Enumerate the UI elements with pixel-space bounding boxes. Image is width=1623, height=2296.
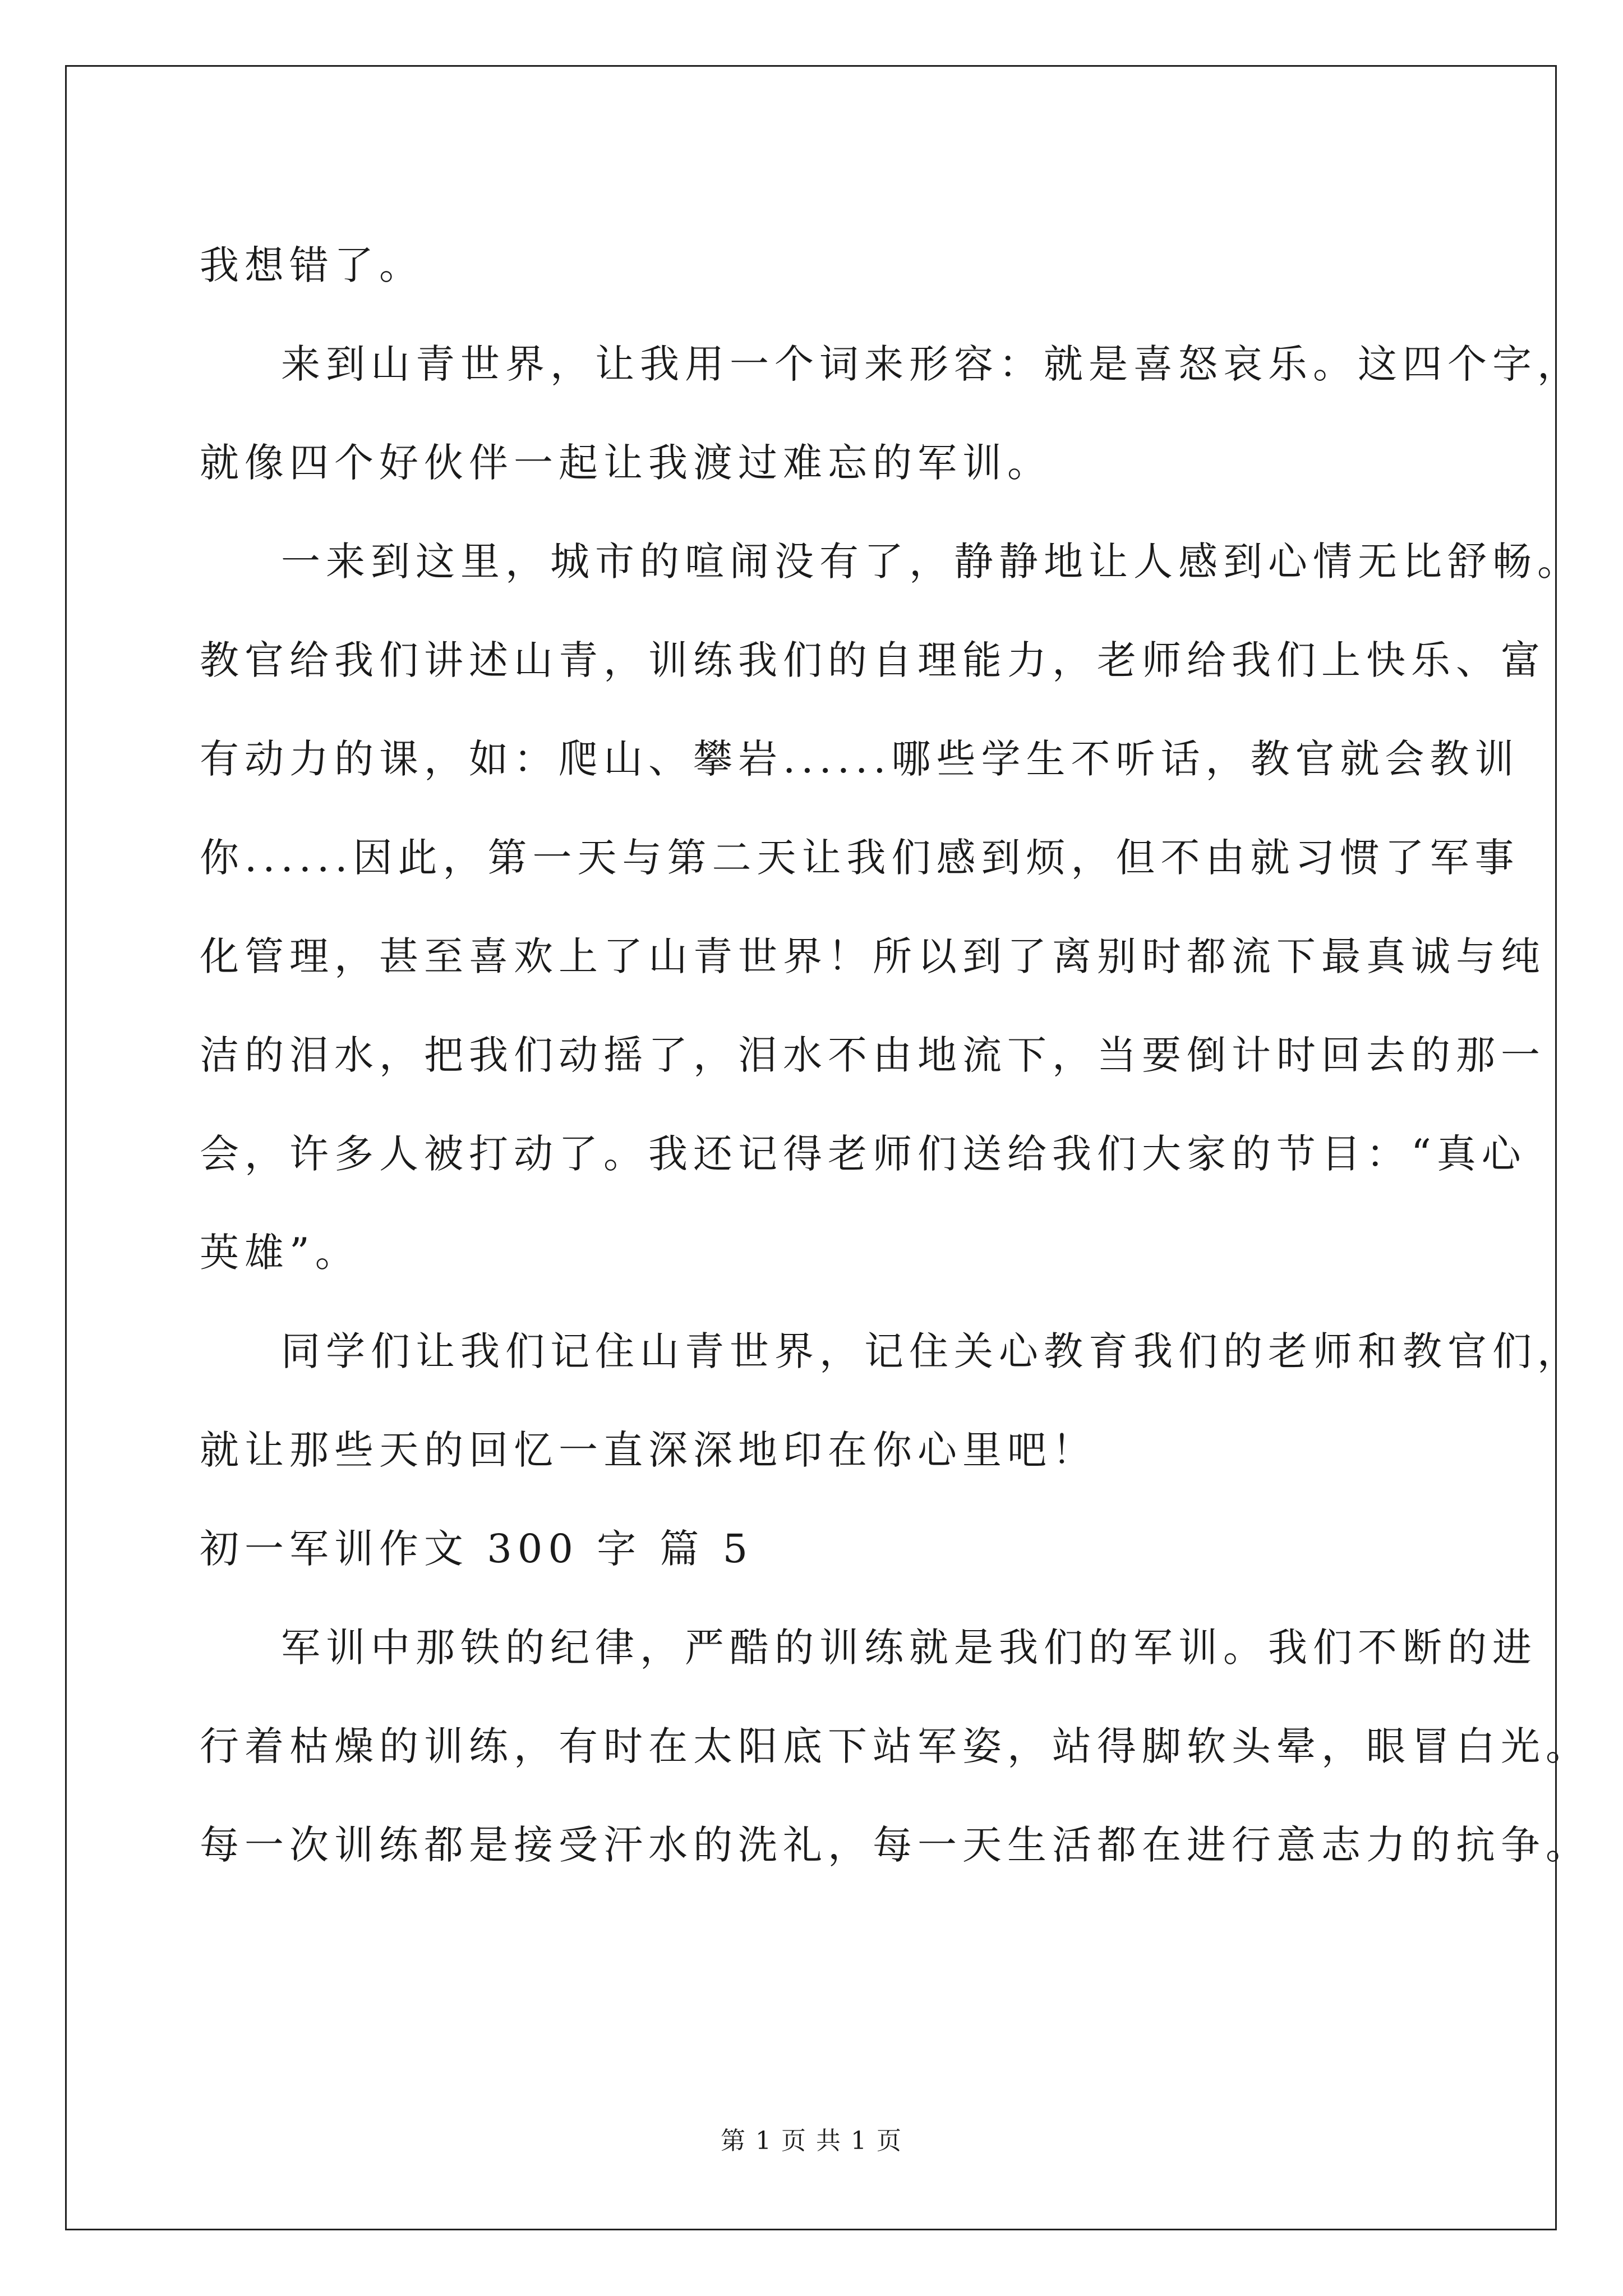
text-line: 有动力的课，如：爬山、攀岩......哪些学生不听话，教官就会教训: [200, 736, 1520, 782]
text-line: 就让那些天的回忆一直深深地印在你心里吧！: [200, 1427, 1097, 1473]
text-line: 就像四个好伙伴一起让我渡过难忘的军训。: [200, 440, 1052, 486]
text-line: 一来到这里，城市的喧闹没有了，静静地让人感到心情无比舒畅。: [281, 539, 1582, 585]
text-line: 化管理，甚至喜欢上了山青世界！所以到了离别时都流下最真诚与纯: [200, 933, 1546, 979]
text-line: 洁的泪水，把我们动摇了，泪水不由地流下，当要倒计时回去的那一: [200, 1032, 1546, 1078]
page-footer: 第 1 页 共 1 页: [721, 2127, 902, 2155]
text-line: 教官给我们讲述山青，训练我们的自理能力，老师给我们上快乐、富: [200, 637, 1546, 683]
text-line: 会，许多人被打动了。我还记得老师们送给我们大家的节目：“真心: [200, 1131, 1527, 1177]
text-line: 你......因此，第一天与第二天让我们感到烦，但不由就习惯了军事: [200, 835, 1520, 881]
section-heading: 初一军训作文 300 字 篇 5: [200, 1526, 754, 1572]
text-line: 英雄”。: [200, 1230, 360, 1276]
text-line: 行着枯燥的训练，有时在太阳底下站军姿，站得脚软头晕，眼冒白光。: [200, 1723, 1590, 1769]
text-line: 同学们让我们记住山青世界，记住关心教育我们的老师和教官们，: [281, 1328, 1582, 1374]
text-line: 军训中那铁的纪律，严酷的训练就是我们的军训。我们不断的进: [281, 1625, 1537, 1671]
document-body: [200, 216, 1590, 1894]
text-line: 我想错了。: [200, 242, 424, 288]
text-line: 每一次训练都是接受汗水的洗礼，每一天生活都在进行意志力的抗争。: [200, 1822, 1590, 1868]
text-line: 来到山青世界，让我用一个词来形容：就是喜怒哀乐。这四个字，: [281, 341, 1582, 387]
